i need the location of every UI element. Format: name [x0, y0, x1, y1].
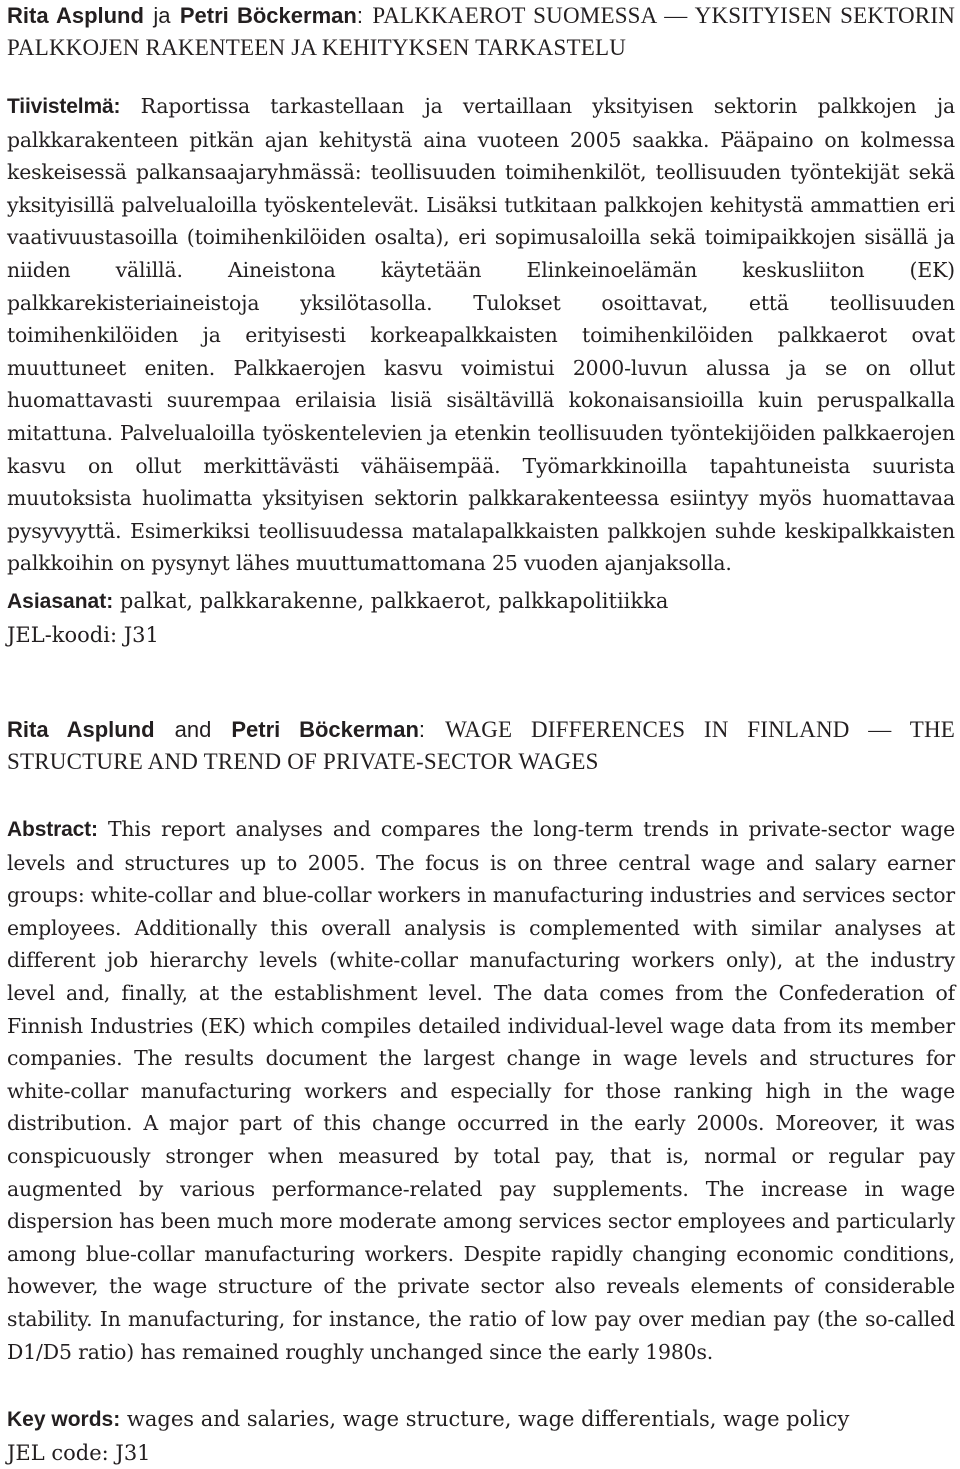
finnish-keywords-block — [7, 585, 955, 651]
author-1-en: Rita Asplund — [7, 717, 155, 742]
finnish-abstract-text: Raportissa tarkastellaan ja vertaillaan yksityisen sektorin palkkojen ja palkkarakenteen pitkän ajan kehitystä aina vuoteen 2005 saakka. Pääpaino on kolmessa keskeisessä palkansaajaryhmässä: teollisuuden toimihenkilöt, teollisuuden työntekijät sekä yksityisillä palvelualoilla työskentelevät. Lisäksi tutkitaan palkkojen kehitystä ammattien eri vaativuustasoilla (toimihenkilöiden osalta), eri sopimusaloilla sekä toimipaikkojen sisällä ja niiden välillä. Aineistona käytetään Elinkeinoelämän keskusliiton (EK) palkkarekisteriaineistoja yksilötasolla. Tulokset osoittavat, että teollisuuden toimihenkilöiden ja erityisesti korkeapalkkaisten toimihenkilöiden palkkaerot ovat muuttuneet eniten. Palkkaerojen kasvu voimistui 2000-luvun alussa ja se on ollut huomattavasti suurempaa erilaisia lisiä sisältävillä kokonaisansioilla kuin peruspalkalla mitattuna. Palvelualoilla työskentelevien ja etenkin teollisuuden työntekijöiden palkkaerojen kasvu on ollut merkittävästi vähäisempää. Työmarkkinoilla tapahtuneista suurista muutoksista huolimatta yksityisen sektorin palkkarakenteessa esiintyy myös huomattavaa pysyvyyttä. Esimerkiksi teollisuudessa matalapalkkaisten palkkojen suhde keskipalkkaisten palkkoihin on pysynyt lähes muuttumattomana 25 vuoden ajanjaksolla. — [7, 94, 955, 576]
english-keywords-block — [7, 1403, 955, 1469]
finnish-jel-code: JEL-koodi: J31 — [7, 622, 159, 647]
english-keywords-label: Key words: — [7, 1408, 121, 1431]
finnish-keywords — [7, 585, 955, 619]
finnish-abstract — [7, 90, 955, 580]
english-title-block — [7, 714, 955, 778]
finnish-keywords-text: palkat, palkkarakenne, palkkaerot, palkkapolitiikka — [119, 589, 669, 613]
title-colon: : — [356, 3, 363, 28]
english-abstract-label: Abstract: — [7, 818, 98, 841]
english-abstract-text: This report analyses and compares the long-term trends in private-sector wage levels and structures up to 2005. The focus is on three central wage and salary earner groups: white-collar and blue-collar workers in manufacturing industries and services sector employees. Additionally this overall analysis is complemented with similar analyses at different job hierarchy levels (white-collar manufacturing workers only), at the industry level and, finally, at the establishment level. The data comes from the Confederation of Finnish Industries (EK) which compiles detailed individual-level wage data from its member companies. The results document the largest change in wage levels and structures for white-collar manufacturing workers and especially for those ranking high in the wage distribution. A major part of this change occurred in the early 2000s. Moreover, it was conspicuously stronger when measured by total pay, that is, normal or regular pay augmented by various performance-related pay supplements. The increase in wage dispersion has been much more moderate among services sector employees and particularly among blue-collar manufacturing workers. Despite rapidly changing economic conditions, however, the wage structure of the private sector also reveals elements of considerable stability. In manufacturing, for instance, the ratio of low pay over median pay (the so-called D1/D5 ratio) has remained roughly unchanged since the early 1980s. — [7, 817, 955, 1364]
title-colon-en: : — [418, 717, 426, 742]
english-keywords — [7, 1403, 955, 1437]
finnish-report-title: PALKKAEROT SUOMESSA — YKSITYISEN SEKTORIN PALKKOJEN RAKENTEEN JA KEHITYKSEN TARKASTELU — [7, 3, 956, 60]
author-2-en: Petri Böckerman — [231, 717, 419, 742]
author-1: Rita Asplund — [7, 3, 144, 28]
english-report-title: WAGE DIFFERENCES IN FINLAND — THE STRUCTURE AND TREND OF PRIVATE-SECTOR WAGES — [7, 717, 956, 774]
finnish-keywords-label: Asiasanat: — [7, 590, 114, 613]
english-jel-code: JEL code: J31 — [7, 1440, 151, 1465]
author-conjunction-en: and — [174, 717, 212, 742]
author-conjunction: ja — [153, 3, 171, 28]
english-abstract — [7, 813, 955, 1368]
english-keywords-text: wages and salaries, wage structure, wage differentials, wage policy — [126, 1407, 850, 1431]
author-2: Petri Böckerman — [179, 3, 357, 28]
finnish-abstract-label: Tiivistelmä: — [7, 95, 121, 118]
finnish-title-block — [7, 0, 955, 64]
